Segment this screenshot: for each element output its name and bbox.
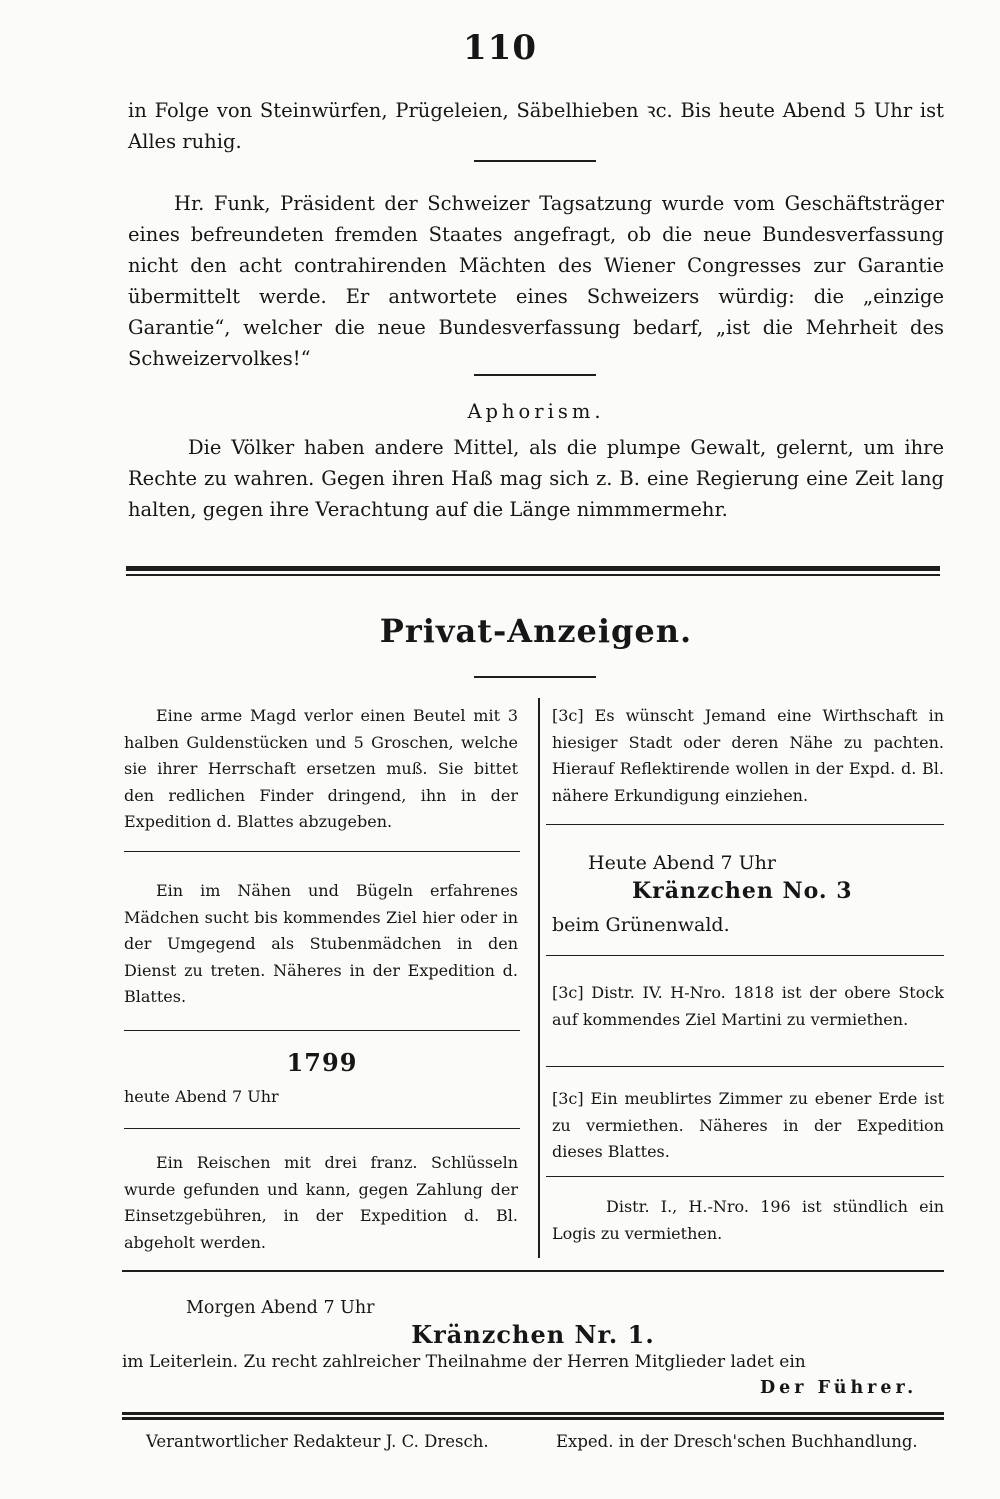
short-divider: [474, 374, 596, 376]
section-heading: Privat-Anzeigen.: [379, 612, 693, 650]
right-ad-inn-wanted: [3c] Es wünscht Jemand eine Wirthschaft in hiesiger Stadt oder deren Nähe zu pachten. Hierauf Reflektirende wollen in der Expd. d. Bl. nähere Erkundigung einziehen.: [552, 706, 944, 805]
bottom-separator: [122, 1270, 944, 1272]
footer-expedition: Exped. in der Dresch'schen Buchhandlung.: [556, 1432, 918, 1451]
left-ad-1799-text: heute Abend 7 Uhr: [124, 1087, 279, 1106]
top-paragraph: in Folge von Steinwürfen, Prügeleien, Säbelhieben ꝛc. Bis heute Abend 5 Uhr ist Alles ruhig.: [128, 99, 944, 153]
left-ad-maid-seeking: Ein im Nähen und Bügeln erfahrenes Mädchen sucht bis kommendes Ziel hier oder in der Umgegend als Stubenmädchen in den Dienst zu treten. Näheres in der Expedition d. Blattes.: [124, 881, 518, 1006]
footer-editor: Verantwortlicher Redakteur J. C. Dresch.: [146, 1432, 489, 1451]
ad-separator: [124, 1030, 520, 1031]
bottom-tomorrow: Morgen Abend 7 Uhr: [186, 1298, 375, 1318]
ad-separator: [546, 824, 944, 825]
short-divider: [474, 160, 596, 162]
right-ad-kraenzchen-title: Kränzchen No. 3: [632, 878, 853, 904]
ad-separator: [546, 955, 944, 956]
bottom-invitation: im Leiterlein. Zu recht zahlreicher Theilnahme der Herren Mitglieder ladet ein: [122, 1352, 806, 1372]
right-ad-floor-rent: [3c] Distr. IV. H-Nro. 1818 ist der obere Stock auf kommendes Ziel Martini zu vermiethen.: [552, 983, 944, 1029]
bottom-kraenzchen-title: Kränzchen Nr. 1.: [411, 1320, 655, 1349]
left-ad-found-keys: Ein Reischen mit drei franz. Schlüsseln wurde gefunden und kann, gegen Zahlung der Einsetzgebühren, in der Expedition d. Bl. abgeholt werden.: [124, 1153, 518, 1252]
left-ad-1799-title: 1799: [286, 1048, 358, 1077]
ad-separator: [124, 851, 520, 852]
ad-separator: [124, 1128, 520, 1129]
footer-double-rule: [122, 1412, 944, 1420]
ad-separator: [546, 1176, 944, 1177]
bottom-signature: Der Führer.: [760, 1378, 918, 1398]
section-double-rule: [126, 566, 940, 576]
aphorism-paragraph: Die Völker haben andere Mittel, als die plumpe Gewalt, gelernt, um ihre Rechte zu wahren. Gegen ihren Haß mag sich z. B. eine Regierung eine Zeit lang halten, gegen ihre Verachtung auf die Länge nimmmermehr.: [128, 436, 944, 521]
right-ad-room-rent: [3c] Ein meublirtes Zimmer zu ebener Erde ist zu vermiethen. Näheres in der Expedition dieses Blattes.: [552, 1089, 944, 1161]
right-ad-location: beim Grünenwald.: [552, 914, 730, 936]
column-divider: [538, 698, 540, 1258]
short-divider: [474, 676, 596, 678]
funk-paragraph: Hr. Funk, Präsident der Schweizer Tagsatzung wurde vom Geschäftsträger eines befreundeten fremden Staates angefragt, ob die neue Bundesverfassung nicht den acht contrahirenden Mächten des Wiener Congresses zur Garantie übermittelt werde. Er antwortete eines Schweizers würdig: die „einzige Garantie“, welcher die neue Bundesverfassung bedarf, „ist die Mehrheit des Schweizervolkes!“: [128, 192, 944, 370]
right-ad-tonight: Heute Abend 7 Uhr: [588, 852, 776, 874]
page-number: 110: [463, 28, 537, 68]
right-ad-lodging: Distr. I., H.-Nro. 196 ist stündlich ein Logis zu vermiethen.: [552, 1197, 944, 1243]
aphorism-title: Aphorism.: [467, 400, 605, 423]
ad-separator: [546, 1066, 944, 1067]
left-ad-lost-purse: Eine arme Magd verlor einen Beutel mit 3 halben Guldenstücken und 5 Groschen, welche sie ihrer Herrschaft ersetzen muß. Sie bittet den redlichen Finder dringend, ihn in der Expedition d. Blattes abzugeben.: [124, 706, 518, 831]
